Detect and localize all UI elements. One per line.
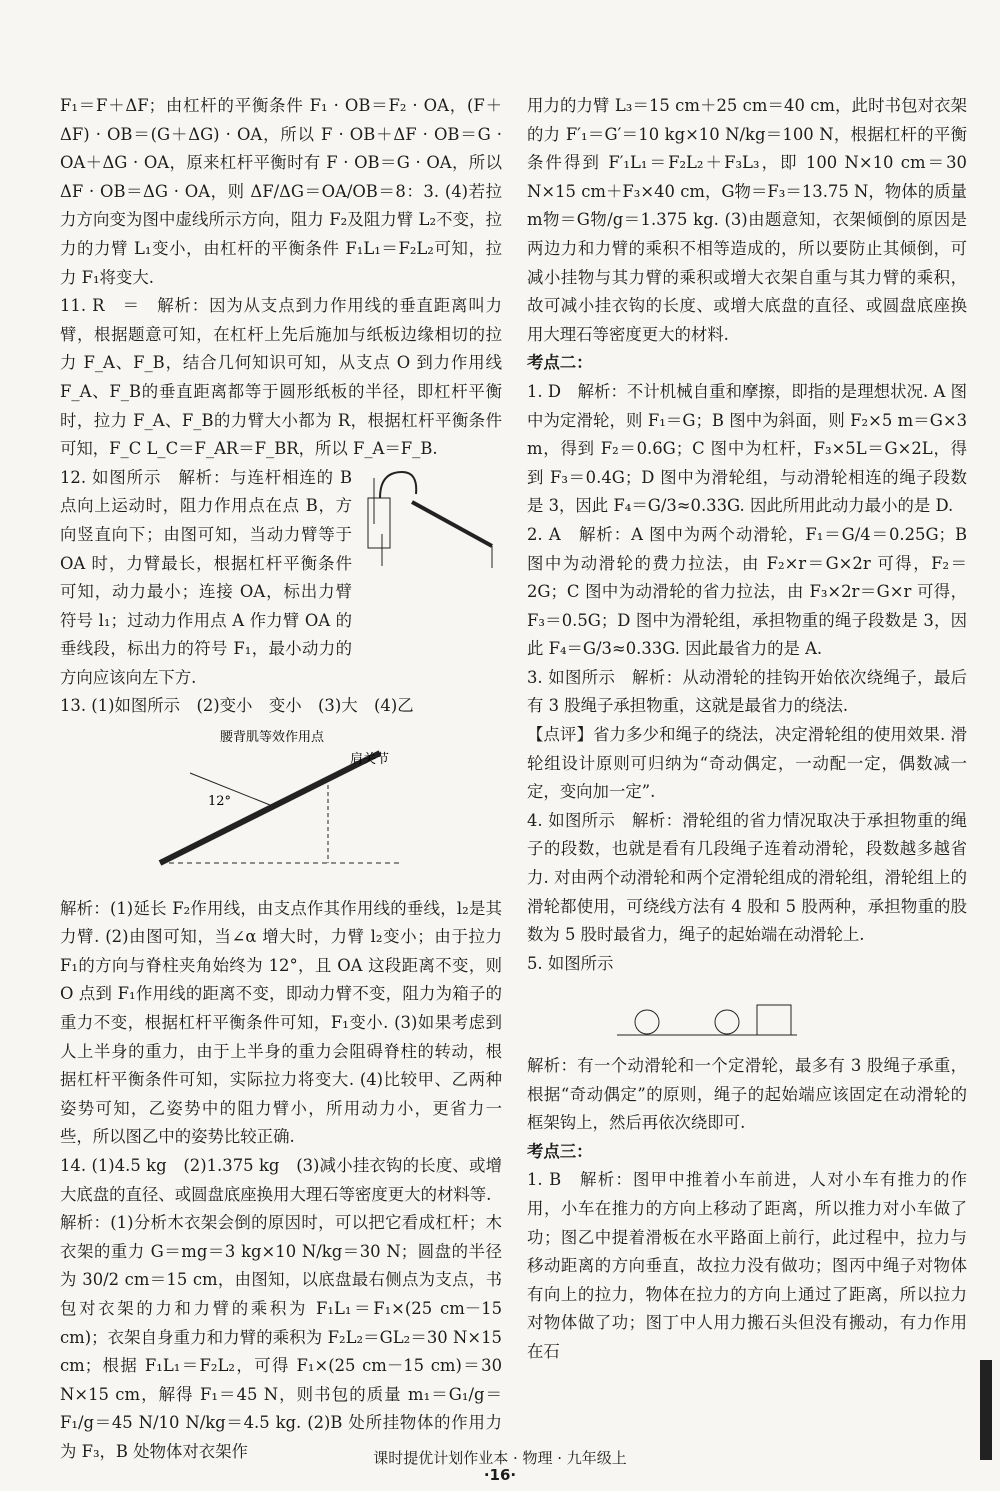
lever-figure-12: [352, 464, 502, 574]
page-edge-mark: [980, 1360, 992, 1460]
q14: 14. (1)4.5 kg (2)1.375 kg (3)减小挂衣钩的长度、或增大底盘的直径、或圆盘底座换用大理石等密度更大的材料等.: [60, 1156, 502, 1204]
para-cont: F₁＝F＋ΔF；由杠杆的平衡条件 F₁ · OB＝F₂ · OA，(F＋ΔF) · OB＝(G＋ΔG) · OA，所以 F · OB＋ΔF · OB＝G · OA＋ΔG · OA，原来杠杆平衡时有 F · OB＝G · OA，所以 ΔF · OB＝ΔG · OA，则 ΔF/ΔG＝OA/OB＝8：3. (4)若拉力方向变为图中虚线所示方向，阻力 F₂及阻力臂 L₂不变，拉力的力臂 L₁变小，由杠杆的平衡条件 F₁L₁＝F₂L₂可知，拉力 F₁将变大.: [60, 96, 502, 287]
right-column: [527, 92, 967, 1367]
s2-q2: 2. A 解析：A 图中为两个动滑轮，F₁＝G/4＝0.25G；B 图中为动滑轮的费力拉法，由 F₂×r＝G×2r 可得，F₂＝2G；C 图中为动滑轮的省力拉法，由 F₃×2r＝G×r 可得，F₃＝0.5G；D 图中为滑轮组，承担物重的绳子段数是 3，因此 F₄＝G/3≈0.33G. 因此最省力的是 A.: [527, 524, 967, 659]
s3-q1: 1. B 解析：图甲中推着小车前进，人对小车有推力的作用，小车在推力的方向上移动了距离，所以推力对小车做了功；图乙中提着滑板在水平路面上前行，此过程中，拉力与移动距离的方向垂直，故拉力没有做功；图丙中绳子对物体有向上的拉力，物体在拉力的方向上通过了距离，所以拉力对物体做了功；图丁中人用力搬石头但没有搬动，有力作用在石: [527, 1170, 967, 1361]
fig13-label2: 肩关节: [350, 752, 390, 768]
page-number: ·16·: [483, 1466, 517, 1484]
fig13-angle: 12°: [208, 794, 232, 810]
footer-title: 课时提优计划作业本 · 物理 · 九年级上: [373, 1449, 627, 1467]
q14-cont: 用力的力臂 L₃＝15 cm＋25 cm＝40 cm，此时书包对衣架的力 F′₁＝G′＝10 kg×10 N/kg＝100 N，根据杠杆的平衡条件得到 F′₁L₁＝F₂L₂＋F₃L₃，即 100 N×10 cm＝30 N×15 cm＋F₃×40 cm，G物＝F₃＝13.75 N，物体的质量 m物＝G物/g＝1.375 kg. (3)由题意知，衣架倾倒的原因是两边力和力臂的乘积不相等造成的，所以要防止其倾倒，可减小挂物与其力臂的乘积或增大衣架自重与其力臂的乘积，故可减小挂衣钩的长度、或增大底盘的直径、或圆盘底座换用大理石等密度更大的材料.: [527, 96, 967, 344]
s2-q5-analysis: 解析：有一个动滑轮和一个定滑轮，最多有 3 股绳子承重，根据“奇动偶定”的原则，绳子的起始端应该固定在动滑轮的框架钩上，然后再依次绕即可.: [527, 1056, 967, 1133]
s2-q5: 5. 如图所示: [527, 953, 614, 973]
section-2: 考点二：: [527, 353, 593, 373]
section-3: 考点三：: [527, 1141, 593, 1161]
s2-q3: 3. 如图所示 解析：从动滑轮的挂钩开始依次绕绳子，最后有 3 股绳子承担物重，这就是最省力的绕法.: [527, 667, 967, 716]
fig13-label1: 腰背肌等效作用点: [220, 730, 325, 746]
q11: 11. R ＝ 解析：因为从支点到力作用线的垂直距离叫力臂，根据题意可知，在杠杆上先后施加与纸板边缘相切的拉力 F_A、F_B，结合几何知识可知，从支点 O 到力作用线 F_A、F_B的垂直距离都等于圆形纸板的半径，即杠杆平衡时，拉力 F_A、F_B的力臂大小都为 R，根据杠杆平衡条件可知，F_C L_C＝F_AR＝F_BR，所以 F_A＝F_B.: [60, 296, 502, 459]
q13-analysis: 解析：(1)延长 F₂作用线，由支点作其作用线的垂线，l₂是其力臂. (2)由图可知，当∠α 增大时，力臂 l₂变小；由于拉力 F₁的方向与脊柱夹角始终为 12°，且 OA 这段距离不变，则 O 点到 F₁作用线的距离不变，即动力臂不变，阻力为箱子的重力不变，根据杠杆平衡条件可知，F₁变小. (3)如果考虑到人上半身的重力，由于上半身的重力会阻碍脊柱的转动，根据杠杆平衡条件可知，实际拉力将变大. (4)比较甲、乙两种姿势可知，乙姿势中的阻力臂小，所用动力小，更省力一些，所以图乙中的姿势比较正确.: [60, 898, 502, 1147]
comment: 【点评】省力多少和绳子的绕法，决定滑轮组的使用效果. 滑轮组设计原则可归纳为“奇动偶定，一动配一定，偶数减一定，变向加一定”.: [527, 725, 967, 802]
left-column: [60, 92, 502, 1467]
s2-q1: 1. D 解析：不计机械自重和摩擦，即指的是理想状况. A 图中为定滑轮，则 F₁＝G；B 图中为斜面，则 F₂×5 m＝G×3 m，得到 F₂＝0.6G；C 图中为杠杆，F₃×5L＝G×2L，得到 F₃＝0.4G；D 图中为滑轮组，与动滑轮相连的绳子段数是 3，因此 F₄＝G/3≈0.33G. 因此所用此动力最小的是 D.: [527, 381, 967, 516]
q13: 13. (1)如图所示 (2)变小 变小 (3)大 (4)乙: [60, 696, 414, 716]
spine-lever-figure-13: [60, 723, 502, 883]
q12: 12. 如图所示 解析：与连杆相连的 B 点向上运动时，阻力作用点在点 B，方向竖直向下；由图可知，当动力臂等于 OA 时，力臂最长，根据杠杆平衡条件可知，动力最小；连接 OA，标出力臂符号 l₁；过动力作用点 A 作力臂 OA 的垂线段，标出力的符号 F₁，最小动力的方向应该向左下方.: [60, 467, 352, 687]
pulley-figure-5: [527, 980, 967, 1040]
s2-q4: 4. 如图所示 解析：滑轮组的省力情况取决于承担物重的绳子的段数，也就是看有几段绳子连着动滑轮，段数越多越省力. 对由两个动滑轮和两个定滑轮组成的滑轮组，滑轮组上的滑轮都使用，可绕线方法有 4 股和 5 股两种，承担物重的股数为 5 股时最省力，绳子的起始端在动滑轮上.: [527, 810, 967, 945]
q14-analysis: 解析：(1)分析木衣架会倒的原因时，可以把它看成杠杆；木衣架的重力 G＝mg＝3 kg×10 N/kg＝30 N；圆盘的半径为 30/2 cm＝15 cm，由图知，以底盘最右侧点为支点，书包对衣架的力和力臂的乘积为 F₁L₁＝F₁×(25 cm－15 cm)；衣架自身重力和力臂的乘积为 F₂L₂＝GL₂＝30 N×15 cm；根据 F₁L₁＝F₂L₂，可得 F₁×(25 cm－15 cm)＝30 N×15 cm，解得 F₁＝45 N，则书包的质量 m₁＝G₁/g＝F₁/g＝45 N/10 N/kg＝4.5 kg. (2)B 处所挂物体的作用力为 F₃，B 处物体对衣架作: [60, 1213, 502, 1461]
q12-row: [60, 464, 502, 693]
